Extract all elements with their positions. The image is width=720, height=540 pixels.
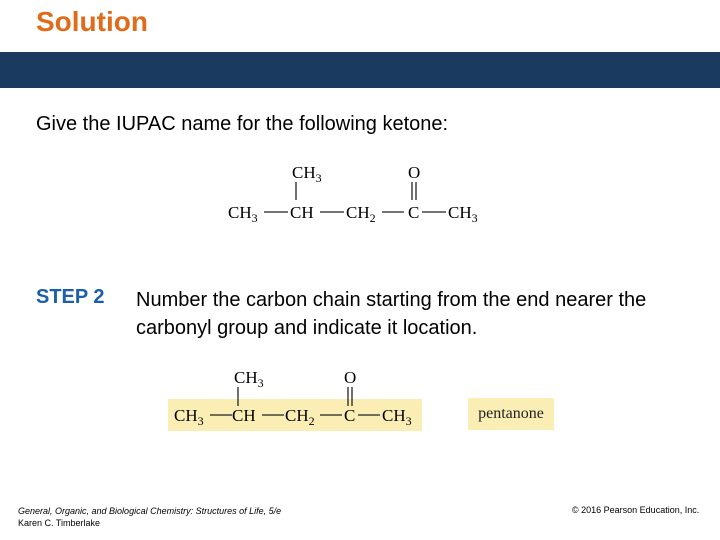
structure-top-c5: $CH_3$ (448, 203, 478, 225)
step-text: Number the carbon chain starting from the end nearer the carbonyl group and indicate it location. (136, 289, 647, 339)
structure-top (228, 160, 488, 224)
structure-bottom-oxygen: O (344, 368, 357, 387)
structure-top-oxygen: O (408, 163, 421, 182)
step-label: STEP 2 (36, 286, 105, 308)
structure-bottom-c5: $CH_3$ (382, 406, 412, 428)
structure-top-substituent: $CH_3$ (292, 163, 322, 185)
header-bar (0, 52, 720, 88)
structure-top-c4: C (408, 203, 420, 222)
answer-name: pentanone (478, 405, 544, 422)
footer-book-title: General, Organic, and Biological Chemistry: Structures of Life, 5/e (18, 506, 282, 516)
structure-bottom-c2: CH (232, 406, 256, 425)
structure-bottom-c3: $CH_2$ (285, 406, 315, 428)
structure-bottom (168, 366, 424, 432)
question-prompt: Give the IUPAC name for the following ketone: (36, 113, 449, 135)
structure-top-c1: $CH_3$ (228, 203, 258, 225)
footer-author: Karen C. Timberlake (18, 518, 101, 528)
footer-copyright: © 2016 Pearson Education, Inc. (572, 505, 700, 515)
structure-bottom-substituent: $CH_3$ (234, 368, 264, 390)
structure-bottom-c4: C (344, 406, 356, 425)
structure-top-c2: CH (290, 203, 314, 222)
slide-title: Solution (36, 6, 148, 37)
answer-box (468, 398, 554, 430)
structure-bottom-c1: $CH_3$ (174, 406, 204, 428)
structure-top-c3: $CH_2$ (346, 203, 376, 225)
footer-citation (18, 505, 281, 529)
